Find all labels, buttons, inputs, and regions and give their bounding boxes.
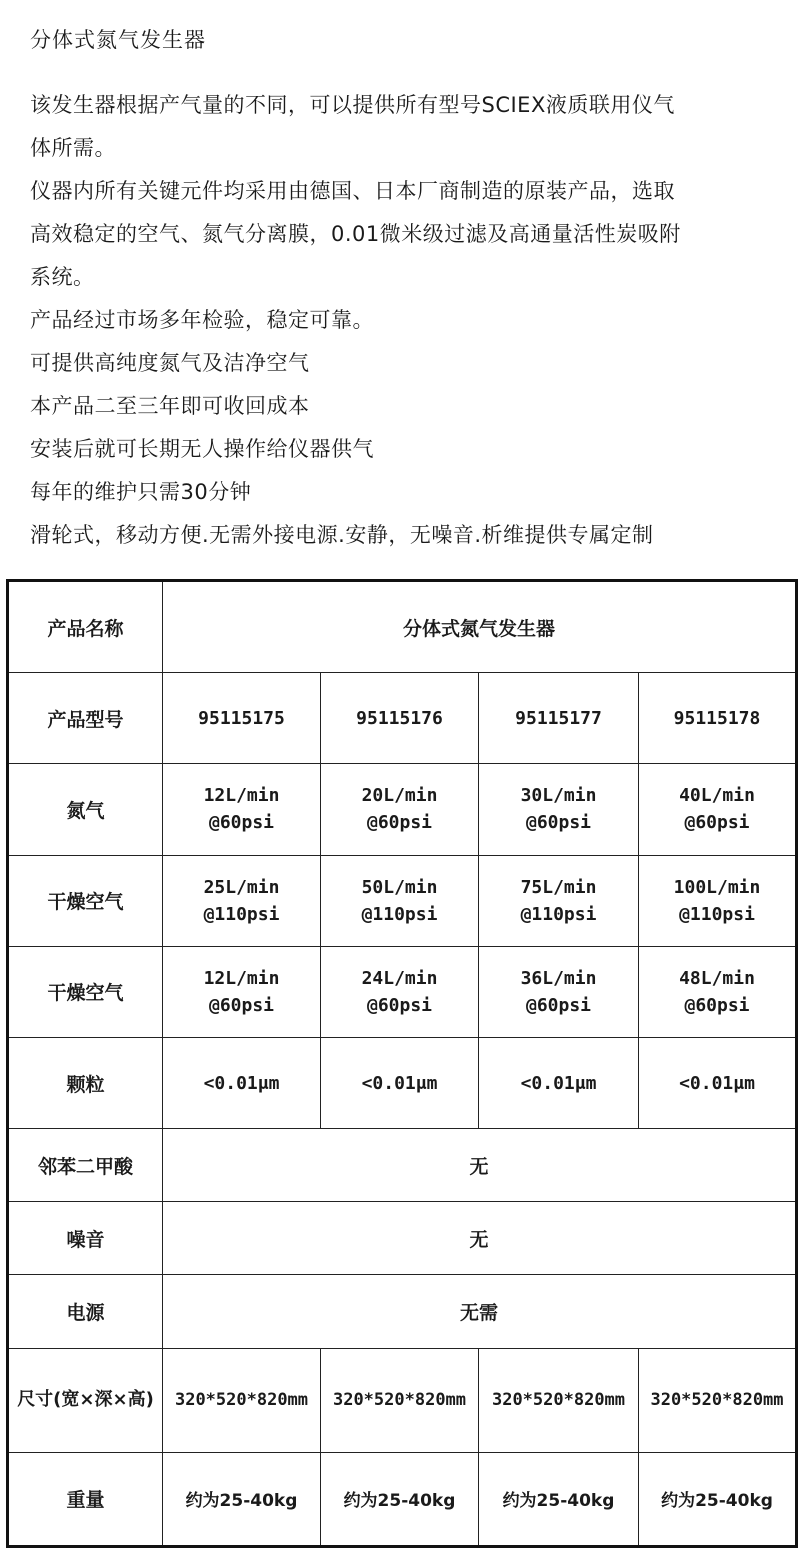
particle-cell: <0.01μm	[321, 1037, 479, 1128]
dimensions-cell: 320*520*820mm	[163, 1348, 321, 1452]
dry-air-flow-cell: 24L/min @60psi	[321, 946, 479, 1037]
product-name-value: 分体式氮气发生器	[163, 581, 797, 673]
dimensions-cell: 320*520*820mm	[321, 1348, 479, 1452]
row-label-dry-air: 干燥空气	[8, 946, 163, 1037]
intro-line: 系统。	[30, 265, 95, 289]
weight-cell: 约为25-40kg	[639, 1452, 797, 1546]
intro-line: 该发生器根据产气量的不同，可以提供所有型号SCIEX液质联用仪气	[30, 93, 675, 117]
nitrogen-flow-cell: 12L/min @60psi	[163, 764, 321, 855]
table-row	[8, 1129, 797, 1202]
particle-cell: <0.01μm	[163, 1037, 321, 1128]
dry-air-flow-cell: 36L/min @60psi	[479, 946, 639, 1037]
weight-cell: 约为25-40kg	[163, 1452, 321, 1546]
intro-line: 滑轮式，移动方便.无需外接电源.安静，无噪音.析维提供专属定制	[30, 523, 654, 547]
dry-air-flow-cell: 48L/min @60psi	[639, 946, 797, 1037]
intro-text	[30, 84, 775, 557]
power-value: 无需	[163, 1275, 797, 1348]
table-row	[8, 1348, 797, 1452]
row-label-dry-air: 干燥空气	[8, 855, 163, 946]
table-row	[8, 1275, 797, 1348]
table-row	[8, 1202, 797, 1275]
dry-air-flow-cell: 50L/min @110psi	[321, 855, 479, 946]
nitrogen-flow-cell: 30L/min @60psi	[479, 764, 639, 855]
intro-line: 安装后就可长期无人操作给仪器供气	[30, 437, 374, 461]
row-label-phthalate: 邻苯二甲酸	[8, 1129, 163, 1202]
table-row	[8, 1037, 797, 1128]
row-label-nitrogen: 氮气	[8, 764, 163, 855]
row-label-particle: 颗粒	[8, 1037, 163, 1128]
model-cell: 95115177	[479, 673, 639, 764]
particle-cell: <0.01μm	[479, 1037, 639, 1128]
row-label-noise: 噪音	[8, 1202, 163, 1275]
dry-air-flow-cell: 100L/min @110psi	[639, 855, 797, 946]
table-row	[8, 946, 797, 1037]
intro-line: 可提供高纯度氮气及洁净空气	[30, 351, 310, 375]
spec-table	[6, 579, 798, 1548]
model-cell: 95115178	[639, 673, 797, 764]
intro-line: 体所需。	[30, 136, 116, 160]
table-row	[8, 764, 797, 855]
intro-line: 产品经过市场多年检验，稳定可靠。	[30, 308, 374, 332]
row-label-product-name: 产品名称	[8, 581, 163, 673]
particle-cell: <0.01μm	[639, 1037, 797, 1128]
dimensions-cell: 320*520*820mm	[479, 1348, 639, 1452]
row-label-power: 电源	[8, 1275, 163, 1348]
intro-line: 高效稳定的空气、氮气分离膜，0.01微米级过滤及高通量活性炭吸附	[30, 222, 681, 246]
dry-air-flow-cell: 12L/min @60psi	[163, 946, 321, 1037]
nitrogen-flow-cell: 20L/min @60psi	[321, 764, 479, 855]
table-row	[8, 673, 797, 764]
page-title: 分体式氮气发生器	[30, 28, 206, 52]
table-row	[8, 581, 797, 673]
dry-air-flow-cell: 75L/min @110psi	[479, 855, 639, 946]
weight-cell: 约为25-40kg	[479, 1452, 639, 1546]
noise-value: 无	[163, 1202, 797, 1275]
table-row	[8, 855, 797, 946]
intro-line: 本产品二至三年即可收回成本	[30, 394, 310, 418]
table-row	[8, 1452, 797, 1546]
row-label-weight: 重量	[8, 1452, 163, 1546]
phthalate-value: 无	[163, 1129, 797, 1202]
row-label-model: 产品型号	[8, 673, 163, 764]
dimensions-cell: 320*520*820mm	[639, 1348, 797, 1452]
nitrogen-flow-cell: 40L/min @60psi	[639, 764, 797, 855]
intro-line: 每年的维护只需30分钟	[30, 480, 252, 504]
model-cell: 95115176	[321, 673, 479, 764]
intro-line: 仪器内所有关键元件均采用由德国、日本厂商制造的原装产品，选取	[30, 179, 675, 203]
dry-air-flow-cell: 25L/min @110psi	[163, 855, 321, 946]
weight-cell: 约为25-40kg	[321, 1452, 479, 1546]
model-cell: 95115175	[163, 673, 321, 764]
row-label-dimensions: 尺寸(宽×深×高)	[8, 1348, 163, 1452]
